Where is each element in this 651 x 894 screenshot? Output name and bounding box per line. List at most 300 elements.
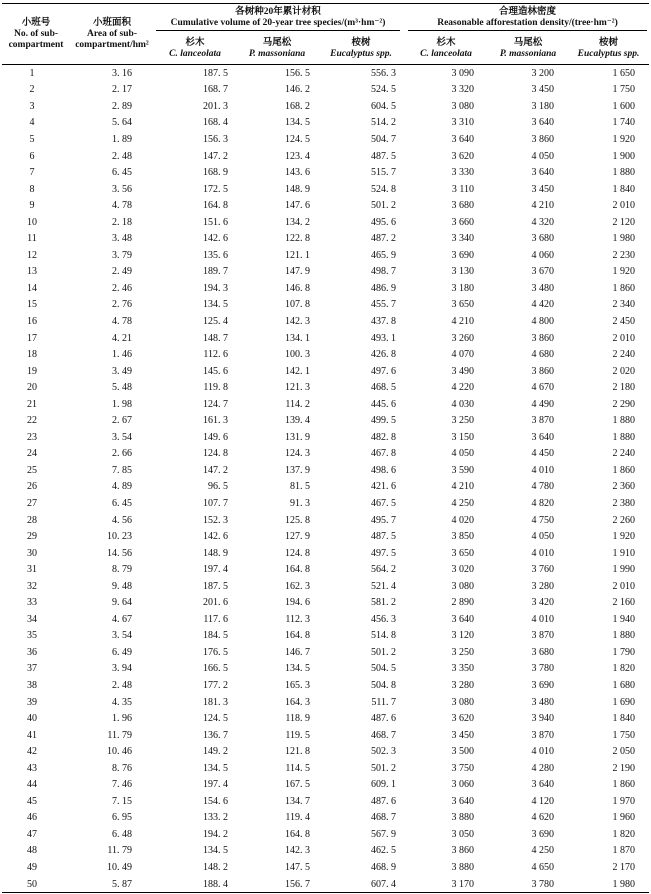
cell-density-eucalyptus: 1 750	[612, 84, 636, 96]
table-row	[2, 462, 649, 479]
cell-area: 4. 78	[112, 200, 132, 212]
cell-volume-eucalyptus: 486. 9	[371, 282, 397, 294]
cell-subcompartment-no: 43	[27, 762, 37, 774]
cell-volume-eucalyptus: 465. 9	[371, 249, 397, 261]
cell-volume-pine: 168. 2	[285, 100, 310, 112]
table-row	[2, 264, 649, 281]
cell-density-fir: 4 210	[451, 315, 475, 327]
cell-volume-fir: 187. 5	[203, 67, 228, 79]
cell-subcompartment-no: 27	[27, 497, 37, 509]
cell-volume-eucalyptus: 497. 5	[371, 547, 397, 559]
cell-density-fir: 4 210	[451, 481, 475, 493]
cell-volume-eucalyptus: 468. 7	[371, 729, 397, 741]
cell-area: 2. 76	[112, 299, 132, 311]
cell-area: 7. 46	[112, 779, 132, 791]
table-row	[2, 495, 649, 512]
cell-volume-pine: 100. 3	[285, 349, 310, 361]
cell-density-pine: 4 820	[531, 497, 555, 509]
cell-volume-pine: 142. 1	[285, 365, 310, 377]
cell-volume-eucalyptus: 495. 7	[371, 514, 397, 526]
cell-density-eucalyptus: 1 920	[612, 133, 636, 145]
cell-volume-pine: 148. 9	[285, 183, 310, 195]
cell-area: 10. 49	[107, 862, 132, 874]
cell-volume-fir: 133. 2	[203, 812, 228, 824]
cell-area: 4. 35	[112, 696, 132, 708]
cell-area: 2. 46	[112, 282, 132, 294]
cell-subcompartment-no: 3	[29, 100, 35, 112]
species-zh: 桉树	[351, 38, 371, 48]
cell-area: 5. 64	[112, 117, 132, 129]
cell-volume-eucalyptus: 467. 5	[371, 497, 397, 509]
cell-volume-eucalyptus: 468. 7	[371, 812, 397, 824]
cell-volume-eucalyptus: 524. 5	[371, 84, 397, 96]
table-row	[2, 429, 649, 446]
cell-volume-eucalyptus: 495. 6	[371, 216, 397, 228]
cell-volume-fir: 112. 6	[203, 349, 228, 361]
cell-density-eucalyptus: 2 290	[612, 398, 636, 410]
cell-subcompartment-no: 7	[29, 167, 35, 179]
cell-density-eucalyptus: 1 650	[612, 67, 636, 79]
cell-subcompartment-no: 13	[27, 266, 37, 278]
cell-subcompartment-no: 5	[29, 133, 35, 145]
table-row	[2, 214, 649, 231]
table-row	[2, 512, 649, 529]
cell-density-pine: 3 450	[531, 183, 555, 195]
cell-density-fir: 4 250	[451, 497, 475, 509]
cell-area: 11. 79	[107, 729, 132, 741]
cell-volume-pine: 162. 3	[285, 580, 310, 592]
cell-density-pine: 3 940	[531, 713, 555, 725]
cell-volume-fir: 151. 6	[203, 216, 228, 228]
col-header-vol-eucalyptus	[318, 34, 404, 65]
col-header-den-eucalyptus	[568, 34, 649, 65]
cell-subcompartment-no: 42	[27, 746, 37, 758]
table-row	[2, 777, 649, 794]
table-row	[2, 628, 649, 645]
cell-subcompartment-no: 34	[27, 613, 37, 625]
cell-volume-fir: 188. 4	[154, 876, 236, 893]
cell-area: 2. 17	[112, 84, 132, 96]
cell-subcompartment-no: 9	[29, 200, 35, 212]
cell-volume-fir: 154. 6	[203, 795, 228, 807]
cell-volume-fir: 164. 8	[203, 200, 228, 212]
col-header-vol-fir	[154, 34, 236, 65]
cell-volume-fir: 148. 2	[203, 862, 228, 874]
cell-density-fir: 4 070	[451, 349, 475, 361]
table-row	[2, 412, 649, 429]
cell-area: 4. 89	[112, 481, 132, 493]
table-row	[2, 280, 649, 297]
cell-area: 9. 64	[112, 597, 132, 609]
cell-area: 7. 85	[112, 464, 132, 476]
cell-volume-fir: 136. 7	[203, 729, 228, 741]
cell-volume-pine: 147. 9	[285, 266, 310, 278]
cell-volume-pine: 114. 2	[285, 398, 310, 410]
table-row	[2, 710, 649, 727]
cell-density-fir: 3 640	[451, 133, 475, 145]
cell-volume-eucalyptus: 501. 2	[371, 646, 397, 658]
cell-subcompartment-no: 47	[27, 828, 37, 840]
table-row	[2, 743, 649, 760]
table-row	[2, 479, 649, 496]
cell-area: 8. 79	[112, 564, 132, 576]
cell-volume-eucalyptus: 504. 7	[371, 133, 397, 145]
cell-density-pine: 3 640	[531, 167, 555, 179]
table-row	[2, 561, 649, 578]
cell-density-eucalyptus: 1 600	[612, 100, 636, 112]
species-latin: P. massoniana	[499, 49, 557, 59]
table-row	[2, 181, 649, 198]
cell-density-fir: 3 120	[451, 630, 475, 642]
cell-density-eucalyptus: 2 240	[612, 448, 636, 460]
cell-density-pine: 4 010	[531, 613, 555, 625]
cell-volume-pine: 156. 5	[285, 67, 310, 79]
cell-density-fir: 3 650	[451, 547, 475, 559]
cell-subcompartment-no: 33	[27, 597, 37, 609]
table-header	[2, 4, 649, 65]
cell-density-pine: 4 680	[531, 349, 555, 361]
group-header-volume-en: Cumulative volume of 20-year tree species/(m³·hm⁻²)	[170, 18, 386, 28]
cell-area: 6. 45	[112, 497, 132, 509]
cell-volume-pine: 112. 3	[285, 613, 310, 625]
cell-volume-pine: 121. 3	[285, 382, 310, 394]
table-row	[2, 82, 649, 99]
cell-density-eucalyptus: 2 360	[612, 481, 636, 493]
cell-density-eucalyptus: 1 690	[612, 696, 636, 708]
cell-volume-pine: 147. 6	[285, 200, 310, 212]
cell-volume-eucalyptus: 521. 4	[371, 580, 397, 592]
cell-density-pine: 3 690	[531, 680, 555, 691]
group-header-density	[404, 4, 649, 35]
cell-volume-eucalyptus: 514. 2	[371, 117, 397, 129]
cell-density-fir: 3 620	[451, 713, 475, 725]
cell-volume-eucalyptus: 501. 2	[371, 200, 397, 212]
cell-volume-fir: 194. 3	[203, 282, 228, 294]
cell-area: 10. 23	[107, 531, 132, 543]
cell-volume-eucalyptus: 524. 8	[371, 183, 397, 195]
cell-subcompartment-no: 28	[27, 514, 37, 526]
cell-volume-pine: 164. 8	[285, 564, 310, 576]
cell-density-eucalyptus: 1 910	[612, 547, 636, 559]
cell-density-pine: 4 450	[531, 448, 555, 460]
cell-density-fir: 4 220	[451, 382, 475, 394]
cell-volume-pine: 134. 7	[285, 795, 310, 807]
cell-density-fir: 3 020	[451, 564, 475, 576]
cell-density-fir: 3 640	[451, 613, 475, 625]
cell-density-pine: 3 690	[531, 828, 555, 840]
cell-volume-fir: 134. 5	[203, 762, 228, 774]
cell-volume-eucalyptus: 607. 4	[318, 876, 404, 893]
cell-volume-pine: 118. 9	[285, 713, 310, 725]
cell-area: 3. 48	[112, 233, 132, 245]
species-zh: 杉木	[185, 38, 205, 48]
cell-volume-eucalyptus: 604. 5	[371, 100, 397, 112]
col-header-den-fir	[404, 34, 488, 65]
cell-volume-pine: 134. 2	[285, 216, 310, 228]
cell-volume-pine: 125. 8	[285, 514, 310, 526]
cell-area: 2. 18	[112, 216, 132, 228]
cell-density-pine: 3 420	[531, 597, 555, 609]
cell-density-eucalyptus: 2 010	[612, 332, 636, 344]
cell-density-pine: 3 870	[531, 729, 555, 741]
cell-density-pine: 3 640	[531, 431, 555, 443]
cell-subcompartment-no: 22	[27, 415, 37, 427]
cell-area: 8. 76	[112, 762, 132, 774]
cell-volume-pine: 119. 4	[285, 812, 310, 824]
cell-volume-eucalyptus: 468. 5	[371, 382, 397, 394]
cell-subcompartment-no: 4	[29, 117, 35, 129]
cell-density-fir: 3 080	[451, 580, 475, 592]
cell-volume-eucalyptus: 487. 5	[371, 531, 397, 543]
cell-volume-pine: 122. 8	[285, 233, 310, 245]
cell-area: 2. 49	[112, 266, 132, 278]
cell-volume-fir: 156. 3	[203, 133, 228, 145]
cell-density-pine: 4 780	[531, 481, 555, 493]
col-header-no	[2, 4, 70, 65]
cell-volume-fir: 201. 3	[203, 100, 228, 112]
cell-density-pine: 3 860	[531, 365, 555, 377]
cell-subcompartment-no: 41	[27, 729, 37, 741]
cell-volume-pine: 124. 5	[285, 133, 310, 145]
col-header-area	[70, 4, 154, 65]
cell-volume-eucalyptus: 556. 3	[371, 67, 397, 79]
cell-density-eucalyptus: 1 880	[612, 630, 636, 642]
cell-density-eucalyptus: 1 990	[612, 564, 636, 576]
cell-density-eucalyptus: 1 980	[612, 233, 636, 245]
cell-density-eucalyptus: 2 160	[612, 597, 636, 609]
table-row	[2, 330, 649, 347]
cell-volume-pine: 123. 4	[285, 150, 310, 162]
cell-density-pine: 3 680	[531, 233, 555, 245]
cell-subcompartment-no: 38	[27, 680, 37, 691]
cell-subcompartment-no: 48	[27, 845, 37, 857]
cell-area: 6. 95	[112, 812, 132, 824]
cell-volume-fir: 149. 2	[203, 746, 228, 758]
table-row	[2, 148, 649, 165]
table-row	[2, 131, 649, 148]
cell-volume-pine: 81. 5	[290, 481, 310, 493]
cell-density-eucalyptus: 2 170	[612, 862, 636, 874]
cell-density-fir: 3 690	[451, 249, 475, 261]
cell-volume-fir: 194. 2	[203, 828, 228, 840]
cell-density-pine: 3 640	[531, 117, 555, 129]
cell-area: 9. 48	[112, 580, 132, 592]
table-row	[2, 65, 649, 82]
table-row	[2, 760, 649, 777]
cell-area: 1. 46	[112, 349, 132, 361]
cell-volume-fir: 107. 7	[203, 497, 228, 509]
cell-density-fir: 3 260	[451, 332, 475, 344]
table-row	[2, 826, 649, 843]
cell-volume-fir: 134. 5	[203, 845, 228, 857]
cell-volume-eucalyptus: 567. 9	[371, 828, 397, 840]
col-header-den-pine	[488, 34, 568, 65]
cell-density-eucalyptus: 2 450	[612, 315, 636, 327]
table-row	[2, 793, 649, 810]
cell-density-pine: 3 640	[531, 779, 555, 791]
table-row	[2, 876, 649, 893]
cell-density-eucalyptus: 2 020	[612, 365, 636, 377]
species-latin: Eucalyptus spp.	[577, 49, 640, 59]
cell-density-pine: 4 650	[531, 862, 555, 874]
cell-volume-fir: 148. 9	[203, 547, 228, 559]
cell-density-eucalyptus: 1 680	[612, 680, 636, 691]
cell-volume-fir: 168. 7	[203, 84, 228, 96]
cell-volume-pine: 164. 8	[285, 630, 310, 642]
cell-area: 3. 49	[112, 365, 132, 377]
cell-volume-eucalyptus: 497. 6	[371, 365, 397, 377]
cell-volume-eucalyptus: 498. 6	[371, 464, 397, 476]
cell-volume-pine: 91. 3	[290, 497, 310, 509]
cell-area: 14. 56	[107, 547, 132, 559]
cell-density-eucalyptus: 2 010	[612, 200, 636, 212]
cell-area: 1. 98	[112, 398, 132, 410]
cell-density-eucalyptus: 1 820	[612, 828, 636, 840]
cell-area: 6. 48	[112, 828, 132, 840]
cell-volume-pine: 146. 8	[285, 282, 310, 294]
cell-area: 2. 89	[112, 100, 132, 112]
cell-volume-fir: 124. 7	[203, 398, 228, 410]
cell-density-eucalyptus: 1 960	[612, 812, 636, 824]
cell-subcompartment-no: 46	[27, 812, 37, 824]
cell-volume-fir: 125. 4	[203, 315, 228, 327]
cell-density-fir: 3 330	[451, 167, 475, 179]
cell-density-pine: 4 050	[531, 150, 555, 162]
cell-volume-fir: 187. 5	[203, 580, 228, 592]
cell-volume-fir: 197. 4	[203, 564, 228, 576]
cell-density-eucalyptus: 1 880	[612, 167, 636, 179]
cell-area: 4. 56	[112, 514, 132, 526]
cell-volume-fir: 135. 6	[203, 249, 228, 261]
cell-area: 7. 15	[112, 795, 132, 807]
cell-subcompartment-no: 18	[27, 349, 37, 361]
cell-density-pine: 4 120	[531, 795, 555, 807]
cell-subcompartment-no: 25	[27, 464, 37, 476]
cell-volume-eucalyptus: 493. 1	[371, 332, 397, 344]
table-row	[2, 313, 649, 330]
cell-volume-pine: 107. 8	[285, 299, 310, 311]
cell-density-pine: 4 280	[531, 762, 555, 774]
cell-density-eucalyptus: 1 940	[612, 613, 636, 625]
cell-volume-eucalyptus: 499. 5	[371, 415, 397, 427]
cell-area: 3. 54	[112, 630, 132, 642]
cell-volume-fir: 152. 3	[203, 514, 228, 526]
table-row	[2, 115, 649, 132]
cell-density-pine: 3 860	[531, 133, 555, 145]
cell-volume-fir: 184. 5	[203, 630, 228, 642]
cell-subcompartment-no: 35	[27, 630, 37, 642]
cell-volume-eucalyptus: 462. 5	[371, 845, 397, 857]
cell-volume-fir: 168. 9	[203, 167, 228, 179]
cell-area: 6. 49	[112, 646, 132, 658]
cell-volume-eucalyptus: 502. 3	[371, 746, 397, 758]
cell-subcompartment-no: 19	[27, 365, 37, 377]
table-row	[2, 727, 649, 744]
cell-subcompartment-no: 45	[27, 795, 37, 807]
cell-density-fir: 3 150	[451, 431, 475, 443]
table-row	[2, 396, 649, 413]
cell-volume-eucalyptus: 609. 1	[371, 779, 397, 791]
cell-density-eucalyptus: 1 840	[612, 183, 636, 195]
cell-volume-pine: 147. 5	[285, 862, 310, 874]
cell-density-fir: 4 020	[451, 514, 475, 526]
cell-density-fir: 2 890	[451, 597, 475, 609]
cell-volume-fir: 172. 5	[203, 183, 228, 195]
cell-density-pine: 4 420	[531, 299, 555, 311]
cell-volume-pine: 121. 8	[285, 746, 310, 758]
cell-volume-fir: 96. 5	[208, 481, 228, 493]
cell-density-eucalyptus: 1 840	[612, 713, 636, 725]
cell-density-pine: 3 670	[531, 266, 555, 278]
cell-area: 4. 67	[112, 613, 132, 625]
cell-volume-eucalyptus: 456. 3	[371, 613, 397, 625]
species-zh: 桉树	[599, 38, 619, 48]
cell-volume-eucalyptus: 445. 6	[371, 398, 397, 410]
table-row	[2, 859, 649, 876]
cell-density-eucalyptus: 1 860	[612, 282, 636, 294]
cell-area: 5. 87	[70, 876, 154, 893]
cell-volume-fir: 201. 6	[203, 597, 228, 609]
cell-volume-eucalyptus: 426. 8	[371, 349, 397, 361]
cell-density-eucalyptus: 1 980	[568, 876, 649, 893]
cell-area: 3. 16	[112, 67, 132, 79]
cell-volume-eucalyptus: 501. 2	[371, 762, 397, 774]
cell-volume-fir: 145. 6	[203, 365, 228, 377]
cell-subcompartment-no: 30	[27, 547, 37, 559]
table-row	[2, 98, 649, 115]
cell-volume-fir: 142. 6	[203, 531, 228, 543]
cell-area: 1. 96	[112, 713, 132, 725]
table-row	[2, 379, 649, 396]
cell-density-fir: 3 490	[451, 365, 475, 377]
cell-density-pine: 4 670	[531, 382, 555, 394]
cell-density-pine: 4 060	[531, 249, 555, 261]
cell-area: 11. 79	[107, 845, 132, 857]
species-zh: 马尾松	[262, 38, 292, 48]
cell-density-eucalyptus: 2 380	[612, 497, 636, 509]
cell-density-eucalyptus: 1 860	[612, 779, 636, 791]
cell-density-eucalyptus: 1 900	[612, 150, 636, 162]
table-row	[2, 247, 649, 264]
group-header-volume	[154, 4, 404, 35]
cell-density-eucalyptus: 2 010	[612, 580, 636, 592]
cell-subcompartment-no: 8	[29, 183, 35, 195]
cell-density-eucalyptus: 1 920	[612, 266, 636, 278]
cell-density-fir: 3 640	[451, 795, 475, 807]
col-header-area-zh: 小班面积	[92, 17, 131, 28]
cell-subcompartment-no: 15	[27, 299, 37, 311]
cell-subcompartment-no: 24	[27, 448, 37, 460]
cell-density-pine: 3 780	[531, 663, 555, 675]
cell-subcompartment-no: 37	[27, 663, 37, 675]
table-row	[2, 545, 649, 562]
cell-volume-fir: 176. 5	[203, 646, 228, 658]
cell-density-eucalyptus: 1 740	[612, 117, 636, 129]
cell-density-fir: 3 650	[451, 299, 475, 311]
cell-volume-eucalyptus: 487. 6	[371, 795, 397, 807]
table-row	[2, 528, 649, 545]
table-row	[2, 297, 649, 314]
cell-density-fir: 3 180	[451, 282, 475, 294]
cell-volume-pine: 137. 9	[285, 464, 310, 476]
table-row	[2, 446, 649, 463]
cell-density-pine: 3 780	[488, 876, 568, 893]
cell-subcompartment-no: 2	[29, 84, 35, 96]
cell-density-pine: 3 480	[531, 696, 555, 708]
cell-volume-eucalyptus: 467. 8	[371, 448, 397, 460]
afforestation-density-table	[2, 3, 649, 893]
cell-volume-eucalyptus: 487. 5	[371, 150, 397, 162]
